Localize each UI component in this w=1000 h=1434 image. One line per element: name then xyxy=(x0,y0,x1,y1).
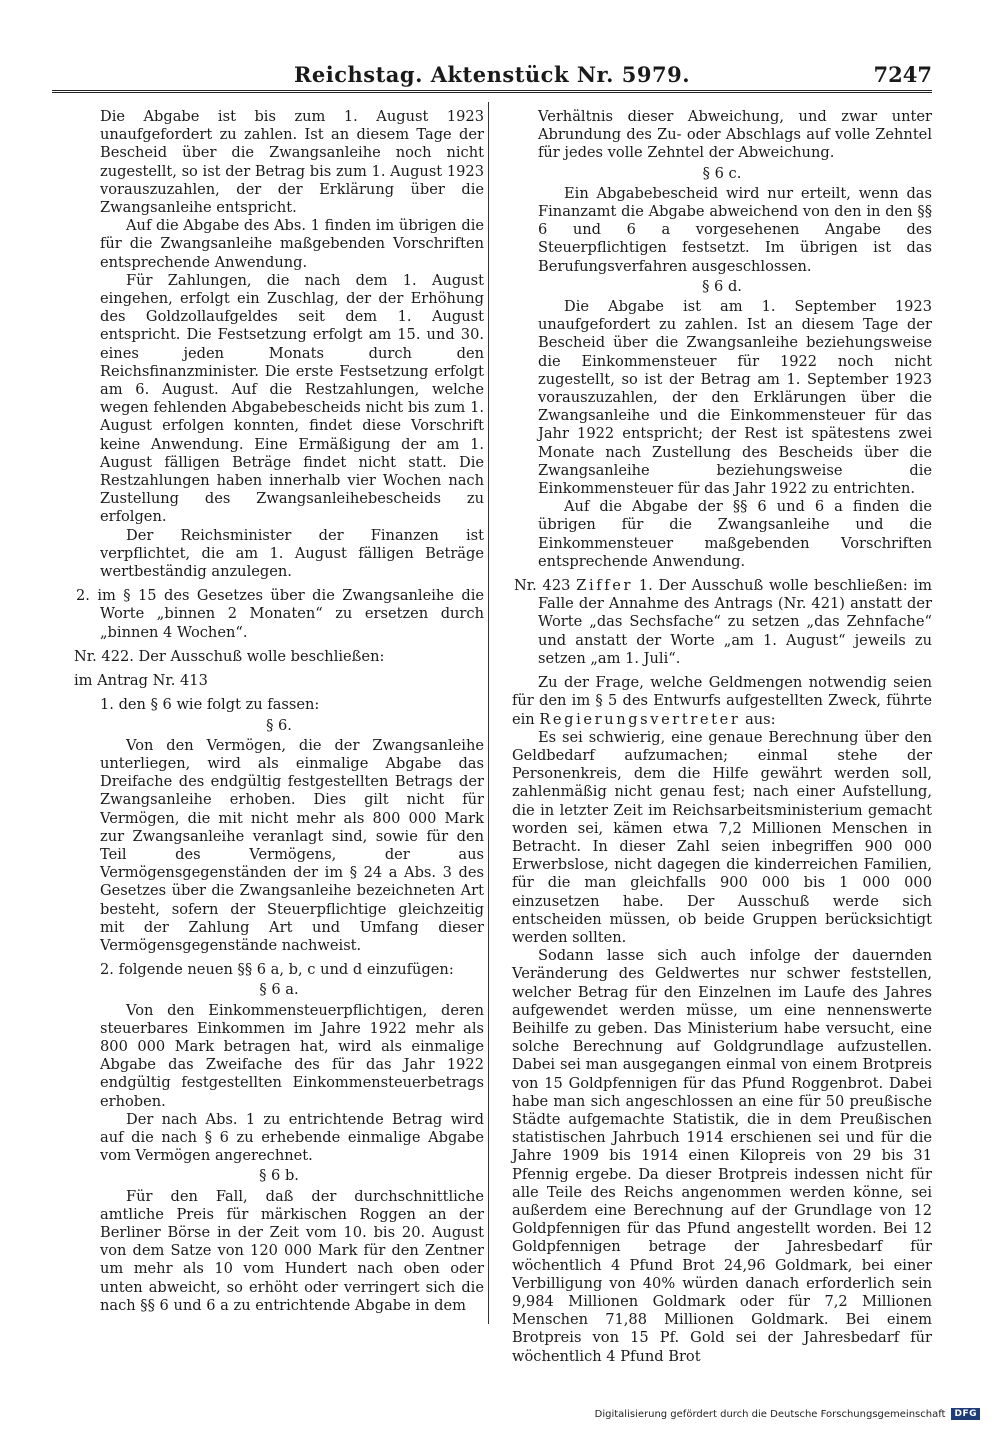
paragraph: Auf die Abgabe der §§ 6 und 6 a finden die übrigen für die Zwangsanleihe und die Einkommensteuer maßgebenden Vorschriften entsprechende Anwendung. xyxy=(538,498,932,570)
paragraph: Für Zahlungen, die nach dem 1. August eingehen, erfolgt ein Zuschlag, der der Erhöhung des Goldzollaufgeldes seit dem 1. August entspricht. Die Festsetzung erfolgt am 15. und 30. eines jeden Monats durch den Reichsfinanzminister. Die erste Festsetzung erfolgt am 6. August. Auf die Restzahlungen, welche wegen fehlenden Abgabebescheids nicht bis zum 1. August erfolgen konnten, findet diese Vorschrift keine Anwendung. Eine Ermäßigung der am 1. August fälligen Beträge findet nicht statt. Die Restzahlungen haben innerhalb vier Wochen nach Zustellung des Zwangsanleihebescheids zu erfolgen. xyxy=(100,271,484,526)
paragraph: Die Abgabe ist bis zum 1. August 1923 unaufgefordert zu zahlen. Ist an diesem Tage der Bescheid über die Zwangsanleihe noch nicht zugestellt, so ist der Betrag bis zum 1. August 1923 vorauszuzahlen, der der Erklärung über die Zwangsanleihe entspricht. xyxy=(100,108,484,217)
running-title: Reichstag. Aktenstück Nr. 5979. xyxy=(293,62,691,87)
motion-reference: im Antrag Nr. 413 xyxy=(74,672,208,690)
list-item: 2. im § 15 des Gesetzes über die Zwangsanleihe die Worte „binnen 2 Monaten“ zu ersetzen durch „binnen 4 Wochen“. xyxy=(76,587,484,641)
paragraph: Sodann lasse sich auch infolge der dauernden Veränderung des Geldwertes nur schwer feststellen, welcher Betrag für den Einzelnen im Laufe des Jahres aufgewendet werden müsse, um eine nennenswerte Beihilfe zu geben. Das Ministerium habe versucht, eine solche Berechnung auf Goldgrundlage aufzustellen. Dabei sei man ausgegangen einmal von einem Brotpreis von 15 Goldpfennigen für das Pfund Roggenbrot. Dabei habe man sich angeschlossen an eine für 50 preußische Städte aufgemachte Statistik, die in dem Preußischen statistischen Jahrbuch 1914 erschienen sei und für die Jahre 1909 bis 1914 einen Kilopreis von 29 bis 31 Pfennig ergebe. Da dieser Brotpreis indessen nicht für alle Teile des Reichs angenommen werden könne, sei außerdem eine Berechnung auf der Grundlage von 12 Goldpfennigen für das Pfund angestellt worden. Bei 12 Goldpfennigen betrage der Jahresbedarf für wöchentlich 4 Pfund Brot 24,96 Goldmark, bei einer Verbilligung von 40% würden danach erforderlich sein 9,984 Millionen Goldmark oder für 7,2 Millionen Menschen 71,88 Millionen Goldmark. Bei einem Brotpreis von 15 Pf. Gold sei der Jahresbedarf für wöchentlich 4 Pfund Brot xyxy=(512,947,932,1365)
motion-heading: Nr. 422. Der Ausschuß wolle beschließen: xyxy=(74,647,385,665)
paragraph: Der Reichsminister der Finanzen ist verpflichtet, die am 1. August fälligen Beträge wertbeständig anzulegen. xyxy=(100,526,484,581)
list-item: 1. den § 6 wie folgt zu fassen: xyxy=(100,696,320,714)
paragraph: Von den Einkommensteuerpflichtigen, deren steuerbares Einkommen im Jahre 1922 mehr als 800 000 Mark betragen hat, wird als einmalige Abgabe das Zweifache des für das Jahr 1922 endgültig festgestellten Einkommensteuerbetrags erhoben. xyxy=(100,1001,484,1110)
page-footer xyxy=(595,1408,980,1420)
motion-ziffer: Ziffer xyxy=(576,577,634,595)
motion-paragraph xyxy=(512,577,932,668)
page-header xyxy=(52,60,932,96)
dfg-logo: DFG xyxy=(951,1408,980,1420)
left-column xyxy=(74,108,484,1315)
right-column xyxy=(512,108,932,1366)
header-rule xyxy=(52,90,932,93)
paragraph: Für den Fall, daß der durchschnittliche amtliche Preis für märkischen Roggen an der Berliner Börse in der Zeit vom 10. bis 20. August von dem Satze von 120 000 Mark für den Zentner um mehr als 10 vom Hundert nach oben oder unten abweicht, so erhöht oder verringert sich die nach §§ 6 und 6 a zu entrichtende Abgabe in dem xyxy=(100,1187,484,1314)
page-number: 7247 xyxy=(873,62,932,87)
paragraph: Von den Vermögen, die der Zwangsanleihe unterliegen, wird als einmalige Abgabe das Dreifache des endgültig festgestellten Betrags der Zwangsanleihe erhoben. Dies gilt nicht für Vermögen, die mit nicht mehr als 800 000 Mark zur Zwangsanleihe veranlagt sind, sowie für den Teil des Vermögens, der aus Vermögensgegenständen der im § 24 a Abs. 3 des Gesetzes über die Zwangsanleihe bezeichneten Art besteht, sofern der Steuerpflichtige gleichzeitig mit der Zahlung Art und Umfang dieser Vermögensgegenstände nachweist. xyxy=(100,736,484,954)
footer-credit: Digitalisierung gefördert durch die Deutsche Forschungsgemeinschaft xyxy=(594,1408,946,1420)
motion-text: 1. Der Ausschuß wolle beschließen: im Falle der Annahme des Antrags (Nr. 421) anstatt der Worte „das Sechsfache“ zu setzen „das Zehnfache“ und anstatt der Worte „am 1. August“ jeweils zu setzen „am 1. Juli“. xyxy=(538,577,933,667)
paragraph: Auf die Abgabe des Abs. 1 finden im übrigen die für die Zwangsanleihe maßgebenden Vorschriften entsprechende Anwendung. xyxy=(100,217,484,271)
paragraph: Der nach Abs. 1 zu entrichtende Betrag wird auf die nach § 6 zu erhebende einmalige Abgabe vom Vermögen angerechnet. xyxy=(100,1110,484,1165)
speaker-label: Regierungsvertreter xyxy=(539,710,741,728)
paragraph: Es sei schwierig, eine genaue Berechnung über den Geldbedarf aufzumachen; einmal stehe der Personenkreis, dem die Hilfe gewährt werden soll, zahlenmäßig nicht genau fest; nach einer Aufstellung, die in letzter Zeit im Reichsarbeitsministerium gemacht worden sei, kämen etwa 7,2 Millionen Menschen in Betracht. In dieser Zahl seien inbegriffen 900 000 Erwerbslose, nicht dagegen die kinderreichen Familien, für die man gleichfalls 900 000 bis 1 000 000 einzusetzen habe. Der Ausschuß werde sich entscheiden müssen, ob beide Gruppen berücksichtigt werden sollten. xyxy=(512,728,932,946)
paragraph xyxy=(512,674,932,729)
paragraph: Verhältnis dieser Abweichung, und zwar unter Abrundung des Zu- oder Abschlags auf volle Zehntel für jedes volle Zehntel der Abweichung. xyxy=(538,108,932,162)
section-heading: § 6 b. xyxy=(259,1167,299,1185)
paragraph: Die Abgabe ist am 1. September 1923 unaufgefordert zu zahlen. Ist an diesem Tage der Bescheid über die Zwangsanleihe beziehungsweise die Einkommensteuer für 1922 noch nicht zugestellt, so ist der Betrag am 1. September 1923 vorauszuzahlen, der den Erklärungen über die Zwangsanleihe und die Einkommensteuer für das Jahr 1922 entspricht; der Rest ist spätestens zwei Monate nach Zustellung des Bescheids über die Zwangsanleihe beziehungsweise die Einkommensteuer für das Jahr 1922 zu entrichten. xyxy=(538,298,932,498)
column-divider xyxy=(488,102,489,1324)
motion-number: Nr. 423 xyxy=(514,577,571,595)
section-heading: § 6 a. xyxy=(259,981,299,999)
section-heading: § 6 c. xyxy=(702,164,742,182)
paragraph-text: Zu der Frage, welche Geldmengen notwendig seien für den im § 5 des Entwurfs aufgestellten Zweck, führte ein xyxy=(512,674,932,728)
paragraph-text: aus: xyxy=(740,710,776,728)
list-item: 2. folgende neuen §§ 6 a, b, c und d einzufügen: xyxy=(100,961,454,979)
section-heading: § 6. xyxy=(266,716,292,734)
section-heading: § 6 d. xyxy=(702,277,742,295)
paragraph: Ein Abgabebescheid wird nur erteilt, wenn das Finanzamt die Abgabe abweichend von den in den §§ 6 und 6 a vorgesehenen Angabe des Steuerpflichtigen festsetzt. Im übrigen ist das Berufungsverfahren ausgeschlossen. xyxy=(538,184,932,275)
